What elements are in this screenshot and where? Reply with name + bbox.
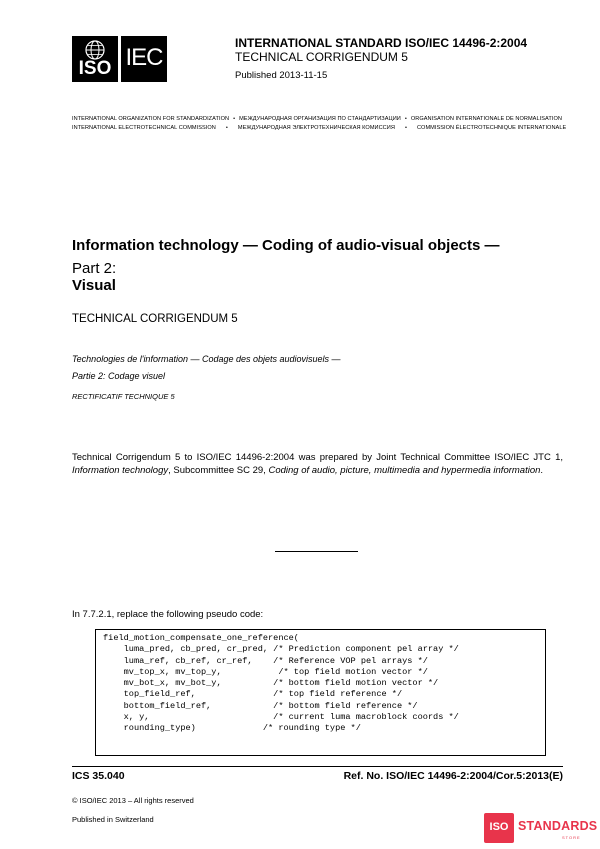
document-title: Information technology — Coding of audio-visual objects —	[72, 237, 500, 254]
para-italic-1: Information technology	[72, 465, 169, 476]
footer-divider	[72, 766, 563, 767]
corrigendum-label: TECHNICAL CORRIGENDUM 5	[235, 50, 408, 64]
french-corrigendum: RECTIFICATIF TECHNIQUE 5	[72, 392, 175, 401]
separator: •	[225, 125, 228, 131]
french-part: Partie 2: Codage visuel	[72, 371, 166, 381]
org-iso-ru: МЕЖДУНАРОДНАЯ ОРГАНИЗАЦИЯ ПО СТАНДАРТИЗАЦИИ	[239, 116, 401, 122]
iso-standards-store-logo	[484, 813, 598, 843]
org-iso-fr: ORGANISATION INTERNATIONALE DE NORMALISATION	[410, 116, 562, 122]
para-italic-2: Coding of audio, picture, multimedia and hypermedia information	[268, 465, 541, 476]
copyright-notice: © ISO/IEC 2013 – All rights reserved	[72, 796, 194, 805]
standard-title: INTERNATIONAL STANDARD ISO/IEC 14496-2:2004	[235, 36, 528, 50]
preparation-paragraph	[72, 451, 563, 477]
para-text-3: .	[540, 465, 544, 476]
part-number: Part 2:	[72, 260, 117, 277]
published-date: Published 2013-11-15	[235, 70, 328, 81]
store-word: STANDARDS	[518, 819, 598, 833]
ics-code: ICS 35.040	[72, 770, 125, 782]
reference-number: Ref. No. ISO/IEC 14496-2:2004/Cor.5:2013(E)	[343, 770, 563, 782]
para-text-2: , Subcommittee SC 29,	[168, 465, 269, 476]
store-badge-text: ISO	[489, 821, 509, 833]
org-iec-fr: COMMISSION ÉLECTROTECHNIQUE INTERNATIONALE	[416, 125, 567, 131]
org-iec-en: INTERNATIONAL ELECTROTECHNICAL COMMISSION	[72, 125, 216, 131]
technical-corrigendum-heading: TECHNICAL CORRIGENDUM 5	[72, 313, 238, 325]
section-divider	[275, 551, 358, 552]
iso-logo	[72, 36, 118, 82]
french-title: Technologies de l'information — Codage des objets audiovisuels —	[72, 354, 341, 364]
iec-logo-text: IEC	[125, 44, 163, 71]
store-small: STORE	[562, 835, 581, 840]
part-name: Visual	[72, 277, 116, 294]
store-badge	[484, 813, 514, 843]
pseudo-code-box	[95, 629, 546, 756]
organizations-line-2	[72, 125, 566, 131]
para-text-1: Technical Corrigendum 5 to ISO/IEC 14496-2:2004 was prepared by Joint Technical Committee ISO/IEC JTC 1,	[72, 452, 563, 463]
iec-logo	[121, 36, 167, 82]
pseudo-code: field_motion_compensate_one_reference( luma_pred, cb_pred, cr_pred, /* Prediction component pel array */ luma_ref, cb_ref, cr_ref, /* Reference VOP pel arrays */ mv_top_x, mv_top_y, /* top field motion vector */ mv_bot_x, mv_bot_y, /* bottom field motion vector */ top_field_ref, /* top field reference */ bottom_field_ref, /* bottom field reference */ x, y, /* current luma macroblock coords */ rounding_type) /* rounding type */	[103, 633, 459, 734]
separator: •	[404, 116, 407, 122]
separator: •	[233, 116, 236, 122]
replacement-instruction: In 7.7.2.1, replace the following pseudo code:	[72, 609, 264, 620]
org-iec-ru: МЕЖДУНАРОДНАЯ ЭЛЕКТРОТЕХНИЧЕСКАЯ КОМИССИЯ	[237, 125, 395, 131]
organizations-line-1	[72, 116, 562, 122]
org-iso-en: INTERNATIONAL ORGANIZATION FOR STANDARDIZATION	[72, 116, 230, 122]
globe-icon	[85, 40, 105, 60]
iso-logo-text: ISO	[78, 58, 112, 79]
published-in: Published in Switzerland	[72, 815, 154, 824]
separator: •	[404, 125, 407, 131]
